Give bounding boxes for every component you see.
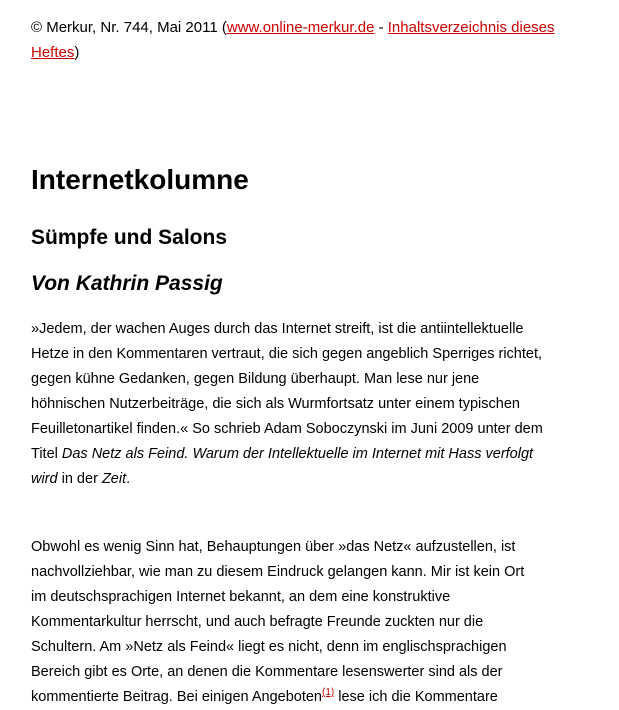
paragraph-1 (31, 317, 591, 492)
paragraph-line: gegen kühne Gedanken, gegen Bildung überhaupt. Man lese nur jene (31, 371, 480, 387)
text-segment: Titel (31, 446, 62, 462)
text-segment: lese ich die Kommentare (334, 689, 498, 705)
paragraph-line: im deutschsprachigen Internet bekannt, an dem eine konstruktive (31, 589, 451, 605)
article-title-italic: Das Netz als Feind. Warum der Intellektuelle im Internet mit Hass verfolgt (61, 446, 534, 462)
online-merkur-link[interactable]: www.online-merkur.de (226, 19, 375, 36)
page-title: Internetkolumne (31, 164, 249, 195)
paragraph-line: Hetze in den Kommentaren vertraut, die sich gegen angeblich Sperriges richtet, (31, 346, 543, 362)
source-line (31, 15, 591, 65)
article-subtitle: Sümpfe und Salons (31, 226, 228, 249)
paragraph-line: »Jedem, der wachen Auges durch das Internet streift, ist die antiintellektuelle (31, 321, 524, 337)
article-title-italic-end: wird (31, 471, 58, 487)
footnote-link[interactable]: (1) (322, 687, 335, 699)
copyright-text: © Merkur, Nr. 744, Mai 2011 ( (31, 19, 227, 36)
text-segment: in der (57, 471, 102, 487)
paragraph-line (31, 467, 591, 492)
paragraph-line: Kommentarkultur herrscht, und auch befragte Freunde zuckten nur die (31, 614, 484, 630)
paragraph-line: Obwohl es wenig Sinn hat, Behauptungen über »das Netz« aufzustellen, ist (31, 539, 516, 555)
toc-link-line1[interactable]: Inhaltsverzeichnis dieses (387, 19, 555, 36)
paragraph-line: höhnischen Nutzerbeiträge, die sich als Wurmfortsatz unter einem typischen (31, 396, 520, 412)
toc-link-line2[interactable]: Heftes (31, 44, 75, 61)
paragraph-line: Schultern. Am »Netz als Feind« liegt es nicht, denn im englischsprachigen (31, 639, 507, 655)
link-separator: - (374, 19, 388, 36)
newspaper-name: Zeit (101, 471, 127, 487)
paragraph-line (31, 685, 591, 710)
paragraph-line (31, 442, 591, 467)
paragraph-2 (31, 535, 591, 710)
paragraph-line: Bereich gibt es Orte, an denen die Kommentare lesenswerter sind als der (31, 664, 503, 680)
paragraph-line: Feuilletonartikel finden.« So schrieb Adam Soboczynski im Juni 2009 unter dem (31, 421, 543, 437)
paragraph-line: nachvollziehbar, wie man zu diesem Eindruck gelangen kann. Mir ist kein Ort (31, 564, 525, 580)
text-segment: kommentierte Beitrag. Bei einigen Angeboten (31, 689, 322, 705)
source-close: ) (74, 44, 80, 61)
author-byline: Von Kathrin Passig (31, 272, 223, 295)
text-segment: . (126, 471, 131, 487)
